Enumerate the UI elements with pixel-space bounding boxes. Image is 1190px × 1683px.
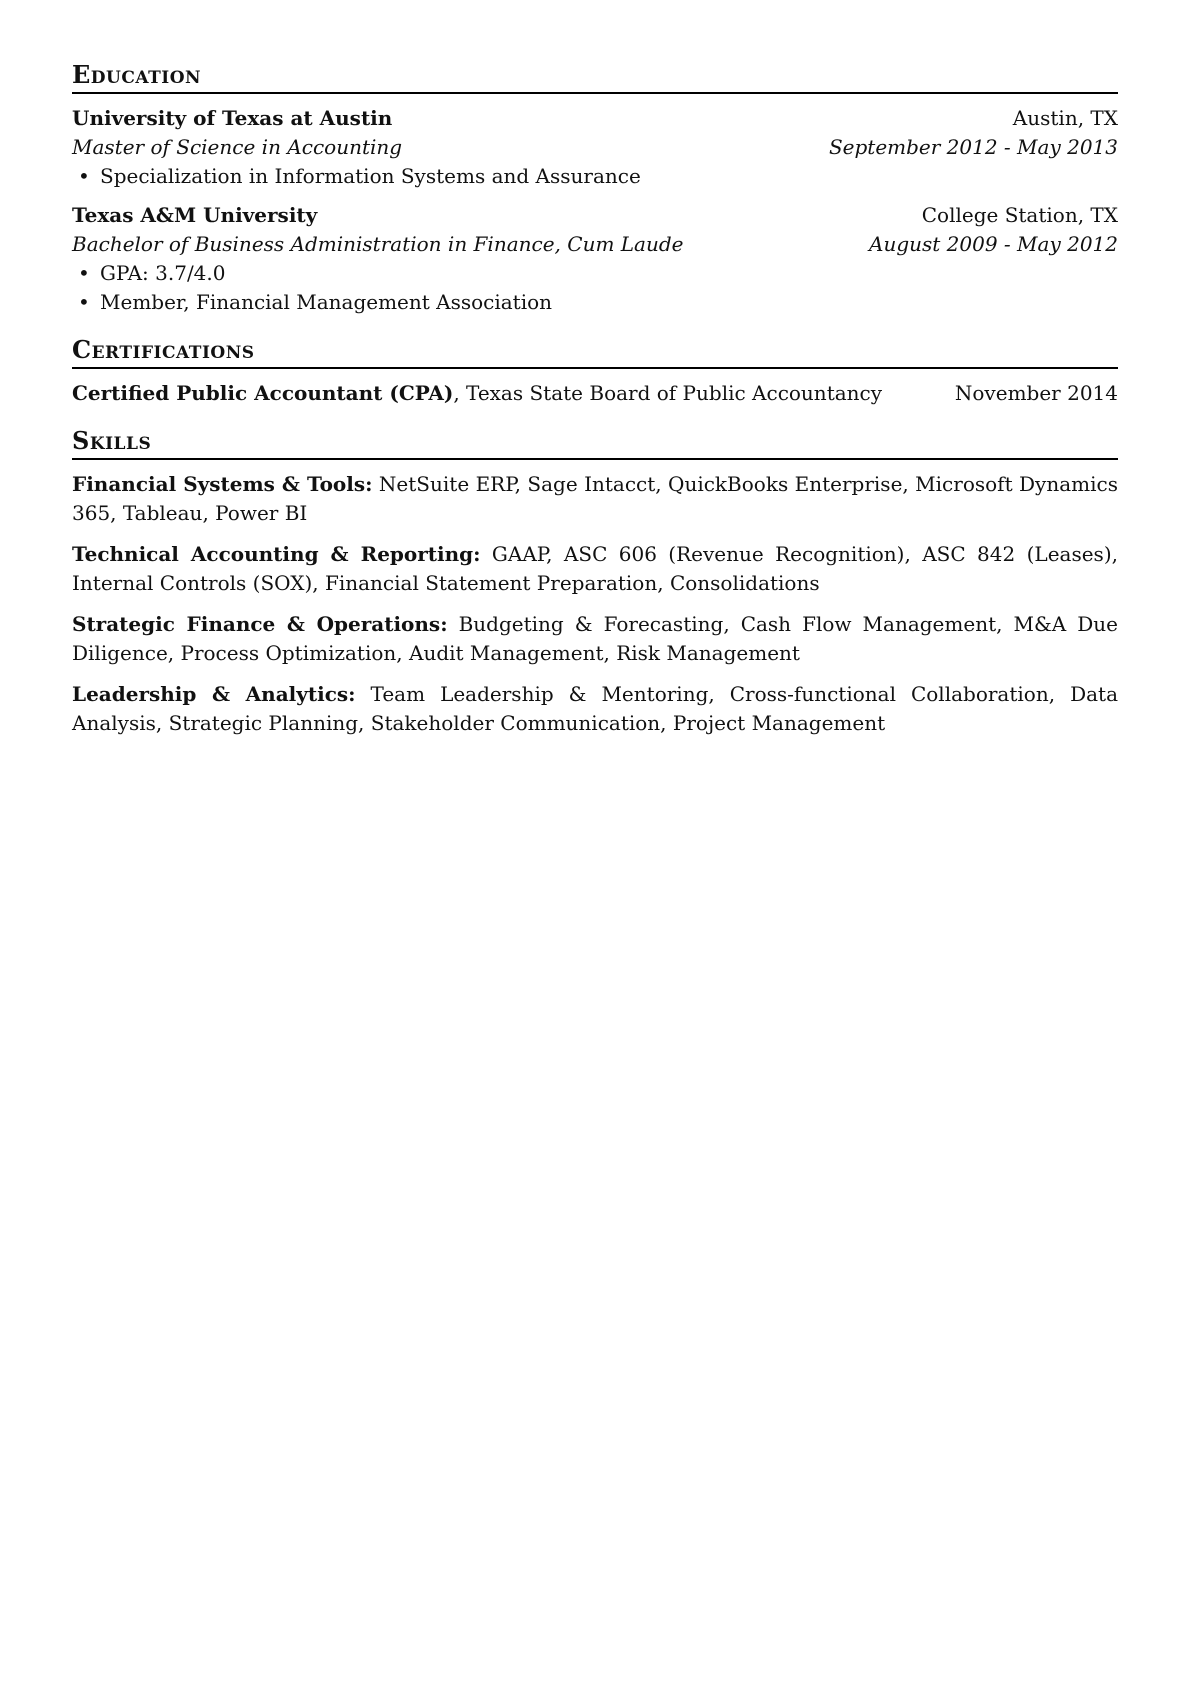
bullet-icon: •: [78, 290, 90, 314]
skill-group-label: Strategic Finance & Operations:: [72, 612, 448, 636]
skill-group-text: NetSuite ERP, Sage Intacct, QuickBooks Enterprise, Microsoft Dynamics 365, Tableau, Power BI: [72, 472, 1118, 525]
bullet-text: Member, Financial Management Association: [100, 290, 553, 314]
skills-heading: Skills: [72, 426, 1118, 460]
skill-group-label: Financial Systems & Tools:: [72, 472, 373, 496]
degree-name: Master of Science in Accounting: [72, 135, 403, 159]
bullet-icon: •: [78, 261, 90, 285]
skill-group-text: GAAP, ASC 606 (Revenue Recognition), ASC 842 (Leases), Internal Controls (SOX), Financial Statement Preparation, Consolidations: [72, 542, 1118, 595]
certification-text: [72, 379, 882, 408]
education-heading: Education: [72, 60, 1118, 94]
certification-date: November 2014: [954, 381, 1118, 405]
education-entry-subheader: [72, 133, 1118, 162]
certification-issuer: , Texas State Board of Public Accountancy: [453, 381, 883, 405]
skill-group: [72, 470, 1118, 528]
skill-group-label: Leadership & Analytics:: [72, 682, 356, 706]
education-bullet: [72, 288, 1118, 317]
skill-group: [72, 610, 1118, 668]
skills-section: [72, 426, 1118, 738]
education-entry: [72, 104, 1118, 191]
skill-group: [72, 680, 1118, 738]
skill-group: [72, 540, 1118, 598]
resume-page: [72, 60, 1118, 756]
bullet-text: GPA: 3.7/4.0: [100, 261, 226, 285]
bullet-text: Specialization in Information Systems and Assurance: [100, 164, 641, 188]
education-bullet: [72, 162, 1118, 191]
skill-group-text: Team Leadership & Mentoring, Cross-functional Collaboration, Data Analysis, Strategic Planning, Stakeholder Communication, Project Management: [72, 682, 1118, 735]
education-bullet: [72, 259, 1118, 288]
education-entry: [72, 201, 1118, 317]
certification-item: [72, 379, 1118, 408]
institution-name: University of Texas at Austin: [72, 106, 393, 130]
skill-group-text: Budgeting & Forecasting, Cash Flow Management, M&A Due Diligence, Process Optimization, Audit Management, Risk Management: [72, 612, 1118, 665]
education-section: [72, 60, 1118, 317]
institution-name: Texas A&M University: [72, 203, 318, 227]
bullet-icon: •: [78, 164, 90, 188]
degree-dates: August 2009 - May 2012: [869, 232, 1118, 256]
education-entry-header: [72, 201, 1118, 230]
skill-group-label: Technical Accounting & Reporting:: [72, 542, 481, 566]
certifications-heading: Certifications: [72, 335, 1118, 369]
education-entry-header: [72, 104, 1118, 133]
education-bullets: [72, 162, 1118, 191]
certifications-section: [72, 335, 1118, 408]
degree-name: Bachelor of Business Administration in Finance, Cum Laude: [72, 232, 684, 256]
degree-dates: September 2012 - May 2013: [828, 135, 1118, 159]
certification-name: Certified Public Accountant (CPA): [72, 381, 454, 405]
education-bullets: [72, 259, 1118, 317]
institution-location: College Station, TX: [921, 203, 1118, 227]
education-entry-subheader: [72, 230, 1118, 259]
institution-location: Austin, TX: [1012, 106, 1118, 130]
